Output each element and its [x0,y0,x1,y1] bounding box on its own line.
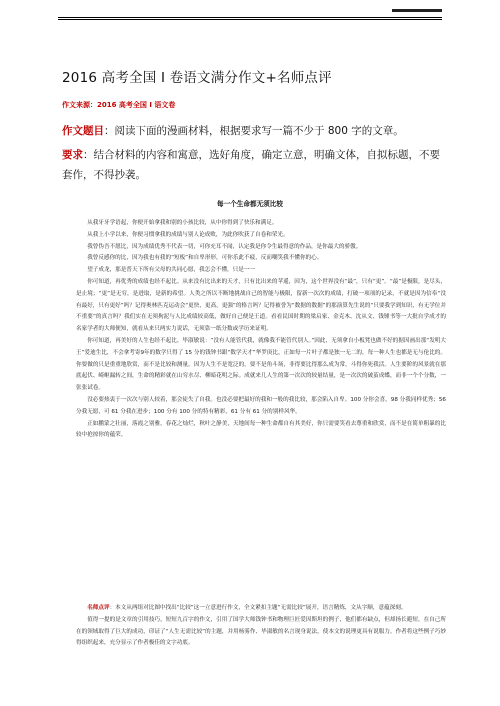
essay-paragraph: 我曾反感你的比，因为我也有我的“短板”和自卑形形，可你乐此不疲，反而嘲笑我不懂你的心。 [87,255,323,262]
essay-paragraph: 从我牙牙学语起，你便开始拿我和别的小孩比较，从中你得到了快乐和满足。 [87,220,278,226]
requirement-label: 要求 [62,149,83,161]
essay-title: 每一个生命都无须比较 [217,200,283,208]
header-rule-bottom [58,19,442,20]
essay-paragraph: 你可知道，再优秀的成绩也经不起比。从来没有比出来的天才，只有比出来的苹遥，因为，这个世界没有“最”，只有“更”。“最”是极限，是尽头，是止境；“更”是无穷，是进取，是新的希望。人类之所以不断地挑战自己的智能与极限，留新一次次的成绩，打破一项项的记录，不就是因为信奉“没有最好，只有更好”吗？记得奥林匹克运动会“更快，更高，更强”的格言吗？记得被誉为“数据的数据”的那演算先生说的“只要我学到知识，有无学位并不重要”的真言吗？我们实在无须拘泥与人比成绩较高低，做好自己便是王道。看看民国时期的梁启家、金克木、沈从文、钱锺书等一大批自学成才的名家学者的大师便知，就看从来只两实力说话，无须靠一纸分数或学历来证明。 [76,278,446,333]
topic-label: 作文题目 [62,125,104,137]
essay-topic [62,121,446,141]
comment-text: ：本文从两组对比图中找出“比较”这一立意进行作文，全文紧扣主题“无需比较”展开，语言精炼，文从字顺，意蕴深刻。 [109,605,407,611]
page-title: 2016 高考全国 I 卷语文满分作文+名师点评 [62,70,332,86]
comment-paragraph [76,603,446,615]
header-rule-top [58,17,442,18]
comment-paragraph: 值得一提的是文章的引用技巧，短短九百字的作文，引用了国学大师钱钟书和物理巨匠爱因斯坦的例子，他们都有缺点，但却扬长避短，在自己所在的领域取得了巨大的成功，印证了“人生无需比较”的主题，并用杨雾作、毕淑敏的名言现身说法，使本文的说理更具有说服力。作者将这些例子巧妙得组织起来，充分显示了作者极佳的文字功底。 [76,616,446,647]
essay-paragraph: 没必要热衷于一次次与别人较着，那会徒失了自我。也没必要把最好的我和一般的我比较，那会陷入自卑。100 分你会喜，98 分我同样优秀；56 分我无愿，可 61 分我在进步；100 分有 100 分的特有精彩，61 分有 61 分的别样风华。 [76,396,446,415]
essay-paragraph: 你可知道，再美好的人生也经不起比。毕淑敏说：“没有人能管代我，就像我不能管代别人。”因此，无须拿自小板凳也做不好的据因画出那“发明大王”爱迪生比，不会拿考寄9年的数学只得了 15 分的钱钟书跟“数学天才”华罗庚比，正如每一片叶子都是独一无二的，每一种人生也都是无与伦比的。你要做的只是重重地欣赏，而不是比较和测量。因为人生不是宽泛的，要不是角斗场，非得要比得那么成为常，斗得你死我活。人生要阶的风景就在那底起伏、崎岖漏转之间，生命的精彩就在山穷水尽、柳暗花明之际。成就来几人生的第一次次的较量结量，是一次次的破茧成蝶，而非一个个分数，一张张试卷。 [76,337,446,392]
essay-paragraph: 望子成龙，那是普天下所有父母的共同心愿，我怎会不懂，只是一一 [87,267,256,274]
essay-source: 作文来源：2016 高考全国 I 语文卷 [62,101,176,109]
topic-text: ：阅读下面的漫画材料，根据要求写一篇不少于 800 字的文章。 [104,125,404,137]
essay-requirement [62,145,440,185]
essay-paragraph: 从我上小学以来，你便习惯拿我的成绩与别人论成败，为此你吹获了自卷和荣光。 [87,231,289,238]
comment-label: 名师点评 [87,605,110,611]
essay-paragraph: 正如鹏蒙之壮丽，落霞之别雅，春花之灿烂，秋叶之静美，天地间每一种生命都自有其美好，你只需要笑看去尊重和欣赏，而不是在简单粗暴的比较中抢掠你的蕴荣。 [76,420,446,439]
header-mark-icon [392,8,442,14]
requirement-text: ：结合材料的内容和寓意，选好角度，确定立意，明确文体，自拟标题，不要套作，不得抄袭。 [62,149,440,181]
essay-paragraph: 我曾伪吾不愿比，因为成绩优秀不代表一切，可你充耳不闻，认定我是你令生最得意的作品，是你最大的骄傲。 [87,243,362,250]
teacher-comment [76,603,446,650]
essay-body [76,218,446,442]
